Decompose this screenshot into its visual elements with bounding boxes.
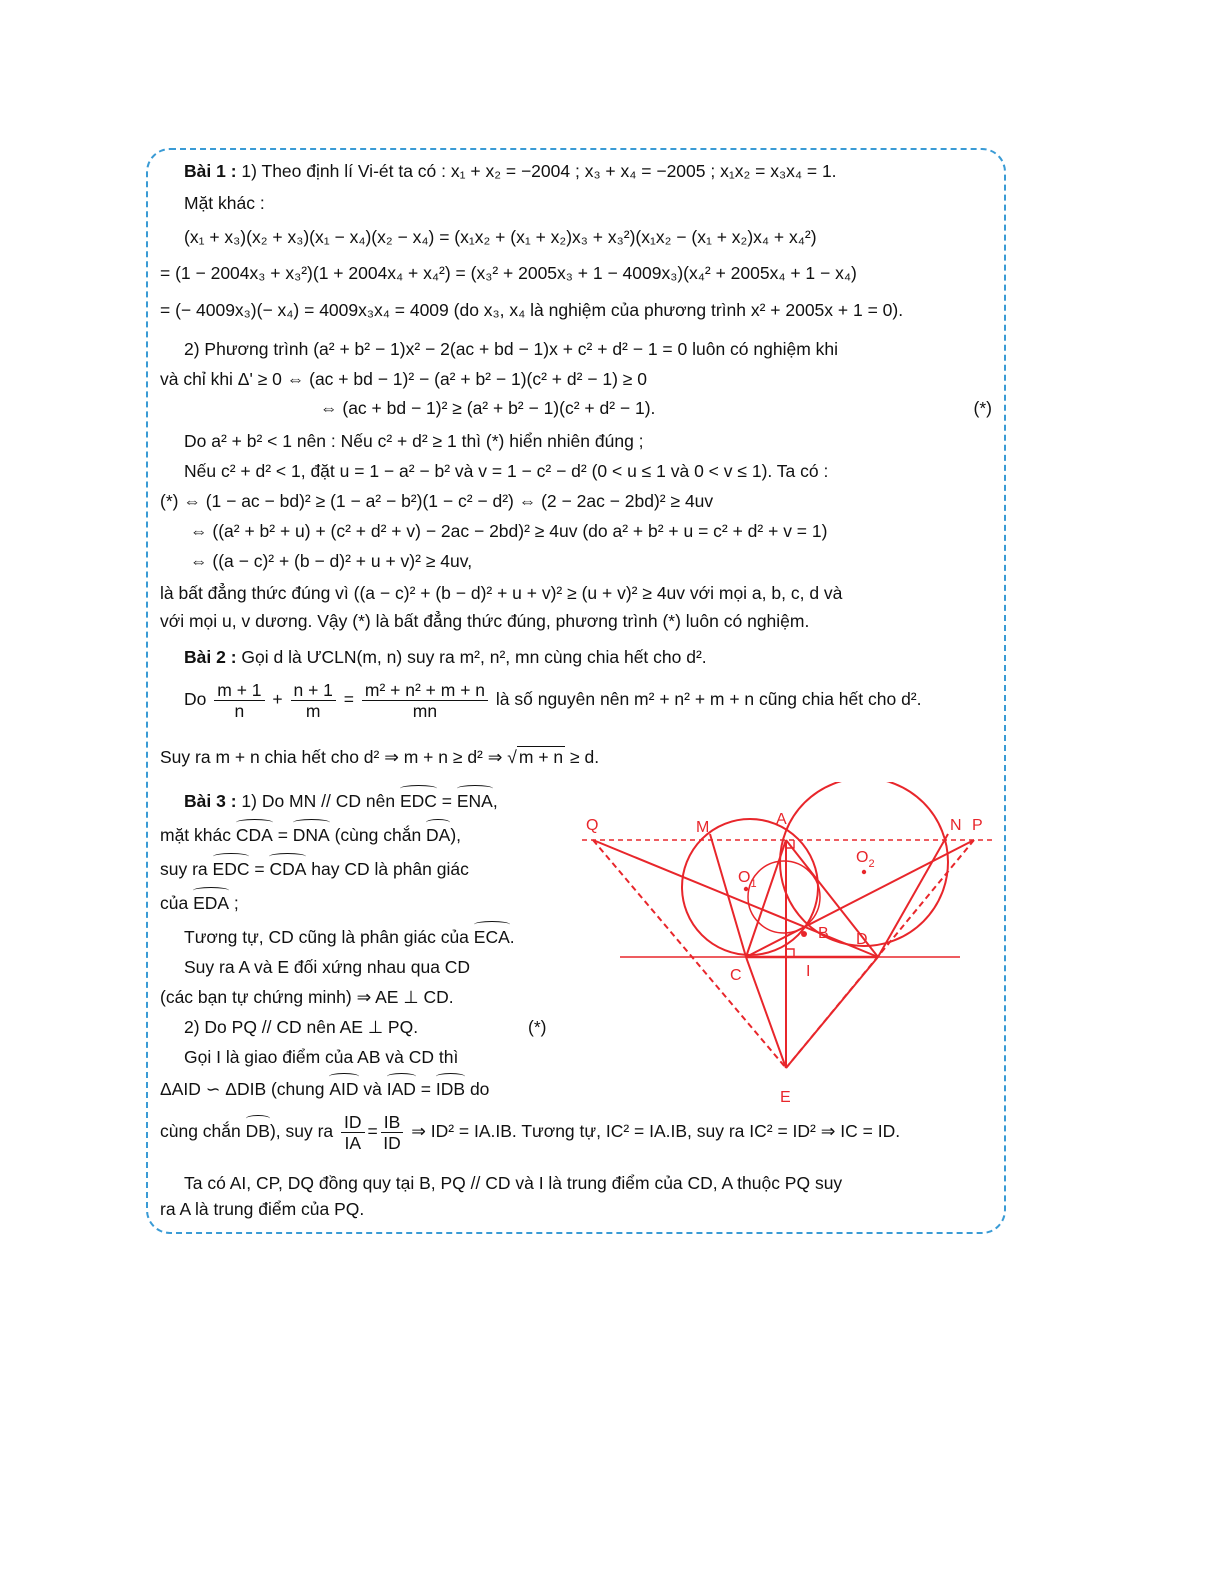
label-o1-main: O <box>738 869 751 886</box>
bai2-text-1: Gọi d là ƯCLN(m, n) suy ra m², n², mn cùng chia hết cho d². <box>241 647 707 667</box>
angle-ena: ENA <box>456 791 493 811</box>
bai3-line-6: Suy ra A và E đối xứng nhau qua CD <box>184 957 471 977</box>
bai3-line-13: ra A là trung điểm của PQ. <box>160 1199 365 1219</box>
bai1-line-2: Mặt khác : <box>184 193 265 213</box>
label-o1 <box>738 869 757 890</box>
label-c: C <box>730 967 742 984</box>
angle-dna: DNA <box>292 825 330 845</box>
bai1-line-15: với mọi u, v dương. Vậy (*) là bất đẳng thức đúng, phương trình (*) luôn có nghiệm. <box>160 611 810 631</box>
bai1-text-1: 1) Theo định lí Vi-ét ta có : x₁ + x₂ = −2004 ; x₃ + x₄ = −2005 ; x₁x₂ = x₃x₄ = 1. <box>241 161 837 181</box>
bai1-line-3: (x₁ + x₃)(x₂ + x₃)(x₁ − x₄)(x₂ − x₄) = (x₁x₂ + (x₁ + x₂)x₃ + x₃²)(x₁x₂ − (x₁ + x₂)x₄ + x₄²) <box>184 227 817 247</box>
bai2-line-1 <box>184 646 707 668</box>
bai3-line-8-mark: (*) <box>528 1017 547 1037</box>
bai3-l5a: Tương tự, CD cũng là phân giác của <box>184 927 474 947</box>
fraction-4-den: IA <box>344 1133 362 1153</box>
bai3-l2c: (cùng chắn <box>329 825 427 845</box>
angle-eda: EDA <box>193 893 230 913</box>
point-b <box>801 931 807 937</box>
point-o2 <box>862 870 866 874</box>
bai2-line-2 <box>184 680 922 721</box>
bai2-line-3 <box>160 746 599 768</box>
bai1-line-9: Do a² + b² < 1 nên : Nếu c² + d² ≥ 1 thì (*) hiển nhiên đúng ; <box>184 431 644 451</box>
fraction-3-num: m² + n² + m + n <box>362 680 488 701</box>
bai3-l3a: suy ra <box>160 859 213 879</box>
line-qd <box>593 840 878 957</box>
point-o1 <box>744 887 748 891</box>
line-ce <box>746 957 786 1068</box>
bai1-line-12: ⇔ ((a² + b² + u) + (c² + d² + v) − 2ac − 2bd)² ≥ 4uv (do a² + b² + u = c² + d² + v = 1) <box>190 521 828 541</box>
label-o2-sub: 2 <box>868 858 875 870</box>
bai2-title: Bài 2 : <box>184 647 237 667</box>
equal-sign: = <box>343 689 355 710</box>
label-q: Q <box>586 817 599 834</box>
bai3-l2d: ), <box>450 825 462 845</box>
bai1-line-4: = (1 − 2004x₃ + x₃²)(1 + 2004x₄ + x₄²) = (x₃² + 2005x₃ + 1 − 4009x₃)(x₄² + 2005x₄ + 1 − x₄) <box>160 263 857 283</box>
bai3-l2a: mặt khác <box>160 825 236 845</box>
bai1-line-11: (*) ⇔ (1 − ac − bd)² ≥ (1 − a² − b²)(1 − c² − d²) ⇔ (2 − 2ac − 2bd)² ≥ 4uv <box>160 491 714 511</box>
bai3-l4b: ; <box>229 893 239 913</box>
arc-da: DA <box>426 825 451 845</box>
bai3-title: Bài 3 : <box>184 791 237 811</box>
bai3-line-9: Gọi I là giao điểm của AB và CD thì <box>184 1047 459 1067</box>
line-de <box>786 957 878 1068</box>
fraction-1-den: n <box>234 701 245 721</box>
fraction-4-num: ID <box>341 1112 365 1133</box>
label-d: D <box>856 931 868 948</box>
bai3-line-5 <box>184 926 515 948</box>
bai3-l11b: ), suy ra <box>269 1121 334 1142</box>
bai3-l10d: do <box>465 1079 490 1099</box>
bai3-l1b: = <box>436 791 457 811</box>
bai3-line-7: (các bạn tự chứng minh) ⇒ AE ⊥ CD. <box>160 987 454 1007</box>
bai3-line-12: Ta có AI, CP, DQ đồng quy tại B, PQ // CD và I là trung điểm của CD, A thuộc PQ suy <box>184 1173 843 1193</box>
sqrt-sign: √ <box>507 747 517 767</box>
right-angle-i <box>786 949 794 957</box>
sqrt-body: m + n <box>518 747 564 767</box>
angle-cda-2: CDA <box>269 859 307 879</box>
line-nd <box>878 834 948 957</box>
label-o2-main: O <box>856 849 869 866</box>
bai3-l11c: ⇒ ID² = IA.IB. Tương tự, IC² = IA.IB, suy ra IC² = ID² ⇒ IC = ID. <box>411 1121 901 1142</box>
label-m: M <box>696 819 710 836</box>
bai3-line-4 <box>160 892 239 914</box>
label-i: I <box>806 963 811 980</box>
bai3-line-10 <box>160 1078 489 1100</box>
fraction-1 <box>214 680 264 721</box>
bai1-line-6: 2) Phương trình (a² + b² − 1)x² − 2(ac + bd − 1)x + c² + d² − 1 = 0 luôn có nghiệm khi <box>184 339 839 359</box>
label-o1-sub: 1 <box>750 878 757 890</box>
label-a: A <box>776 811 787 828</box>
bai3-line-1 <box>184 790 498 812</box>
fraction-2-den: m <box>305 701 321 721</box>
label-p: P <box>972 817 983 834</box>
bai3-line-8: 2) Do PQ // CD nên AE ⊥ PQ. <box>184 1017 419 1037</box>
geometry-figure <box>578 782 998 1112</box>
bai3-l3b: = <box>249 859 270 879</box>
fraction-3-den: mn <box>412 701 438 721</box>
line-mc <box>710 834 746 957</box>
plus-sign: + <box>272 689 283 710</box>
bai3-l3c: hay CD là phân giác <box>306 859 469 879</box>
bai1-line-8: ⇔ (ac + bd − 1)² ≥ (a² + b² − 1)(c² + d² − 1). <box>320 398 656 418</box>
label-e: E <box>780 1089 791 1106</box>
bai3-line-11: cùng chắn DB), suy ra $\frac{ID}{IA}$ = $\frac{IB}{ID}$ ⇒ ID² = IA.IB. Tương tự, IC² = IA.IB, suy ra IC² = ID² ⇒ IC = ID. <box>160 1112 901 1153</box>
bai1-line-10: Nếu c² + d² < 1, đặt u = 1 − a² − b² và v = 1 − c² − d² (0 < u ≤ 1 và 0 < v ≤ 1). Ta có : <box>184 461 829 481</box>
bai1-line-1 <box>184 160 837 182</box>
bai1-line-8-mark: (*) <box>973 398 992 418</box>
angle-aid: AID <box>329 1079 359 1099</box>
bai3-l1c: , <box>492 791 498 811</box>
bai2-do: Do <box>184 689 207 710</box>
bai2-line-3-tail: ≥ d. <box>565 747 600 767</box>
fraction-5 <box>381 1112 404 1153</box>
angle-iad: IAD <box>386 1079 416 1099</box>
bai1-title: Bài 1 : <box>184 161 237 181</box>
bai1-line-14: là bất đẳng thức đúng vì ((a − c)² + (b − d)² + u + v)² ≥ (u + v)² ≥ 4uv với mọi a, b, c, d và <box>160 583 843 603</box>
bai3-l5b: . <box>509 927 515 947</box>
fraction-4 <box>341 1112 365 1153</box>
bai1-line-13: ⇔ ((a − c)² + (b − d)² + u + v)² ≥ 4uv, <box>190 551 473 571</box>
label-n: N <box>950 817 962 834</box>
angle-edc: EDC <box>399 791 437 811</box>
bai2-line-3-head: Suy ra m + n chia hết cho d² ⇒ m + n ≥ d² ⇒ <box>160 747 508 767</box>
fraction-5-den: ID <box>383 1133 401 1153</box>
bai2-line-2-tail: là số nguyên nên m² + n² + m + n cũng chia hết cho d². <box>495 689 922 710</box>
bai3-l10c: = <box>415 1079 436 1099</box>
angle-idb: IDB <box>435 1079 466 1099</box>
bai3-l4a: của <box>160 893 194 913</box>
fraction-2 <box>291 680 336 721</box>
bai3-l10a: ΔAID ∽ ΔDIB (chung <box>160 1079 330 1099</box>
fraction-1-num: m + 1 <box>214 680 264 701</box>
fraction-5-num: IB <box>381 1112 404 1133</box>
bai3-line-3 <box>160 858 469 880</box>
angle-edc-2: EDC <box>212 859 250 879</box>
bai3-line-2 <box>160 824 461 846</box>
bai1-line-7: và chỉ khi Δ' ≥ 0 ⇔ (ac + bd − 1)² − (a² + b² − 1)(c² + d² − 1) ≥ 0 <box>160 369 647 389</box>
fraction-2-num: n + 1 <box>291 680 336 701</box>
bai3-l11a: cùng chắn <box>160 1121 246 1142</box>
label-b: B <box>818 925 829 942</box>
bai3-l10b: và <box>358 1079 387 1099</box>
arc-db: DB <box>245 1121 270 1142</box>
angle-eca: ECA <box>473 927 510 947</box>
label-o2 <box>856 849 875 870</box>
bai3-l1a: 1) Do MN // CD nên <box>241 791 400 811</box>
bai1-line-5: = (− 4009x₃)(− x₄) = 4009x₃x₄ = 4009 (do x₃, x₄ là nghiệm của phương trình x² + 2005x + 1 = 0). <box>160 300 904 320</box>
bai3-l2b: = <box>272 825 293 845</box>
fraction-3 <box>362 680 488 721</box>
angle-cda: CDA <box>235 825 273 845</box>
